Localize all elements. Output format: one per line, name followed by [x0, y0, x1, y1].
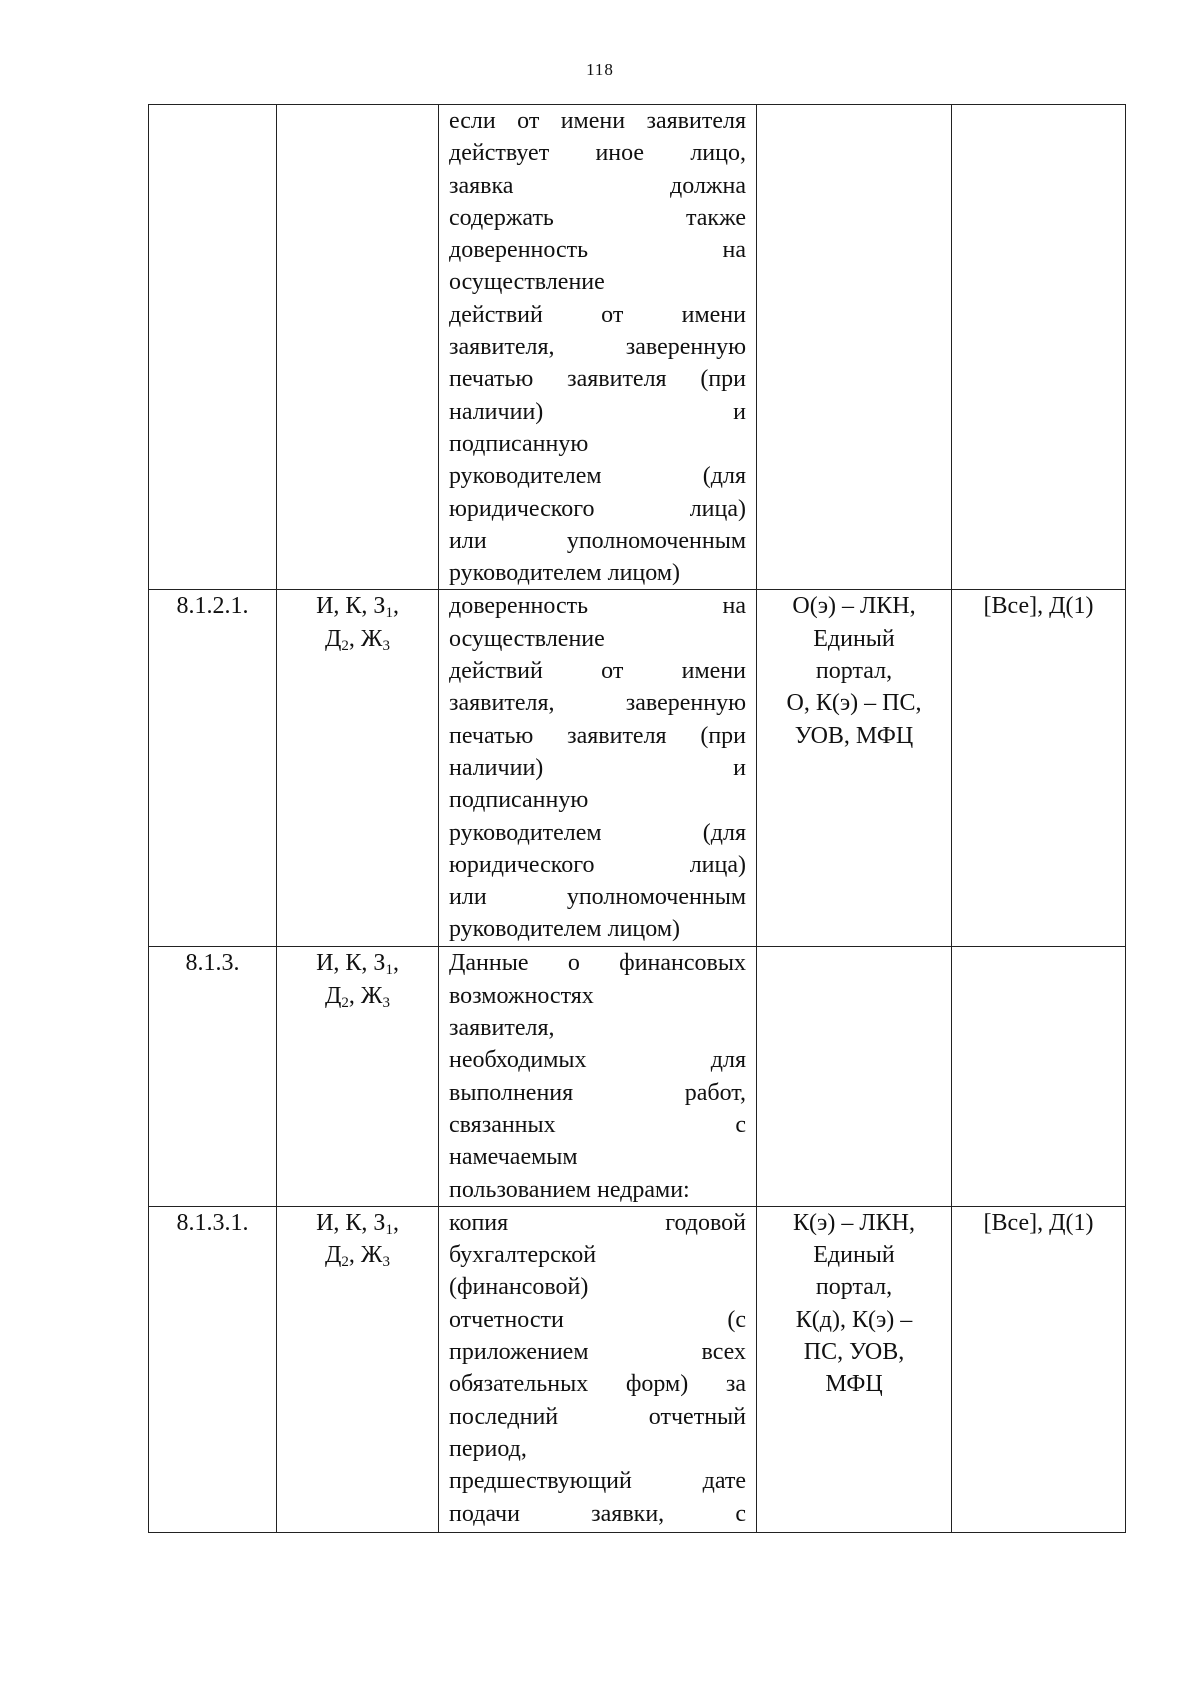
codes-text: И, К, З — [316, 1209, 386, 1236]
codes-text: , — [392, 950, 399, 977]
description-line: руководителем (для — [449, 463, 746, 490]
description-line: действует иное лицо, — [449, 140, 746, 167]
codes-subscript: 2 — [341, 1254, 349, 1271]
description-line: бухгалтерской — [449, 1242, 597, 1269]
applicability-cell — [952, 105, 1126, 590]
description-line: или уполномоченным — [449, 884, 746, 911]
submission-method-line: Единый — [813, 1242, 895, 1269]
description-line: заявителя, заверенную — [449, 690, 746, 717]
description-line: действий от имени — [449, 301, 746, 328]
description-line: подачи заявки, с — [449, 1500, 746, 1527]
description-line: юридического лица) — [449, 495, 746, 522]
codes-text: Д — [325, 625, 342, 652]
description-line: доверенность на — [449, 237, 746, 264]
description-line: юридического лица) — [449, 851, 746, 878]
description-line: печатью заявителя (при — [449, 722, 746, 749]
applicant-codes-cell — [277, 105, 439, 590]
description-line: наличии) и — [449, 398, 746, 425]
applicability-cell — [952, 947, 1126, 1206]
description-line: осуществление — [449, 625, 605, 652]
codes-text: , Ж — [348, 982, 383, 1009]
row-number-cell: 8.1.3.1. — [149, 1206, 277, 1532]
submission-method-line: О(э) – ЛКН, — [792, 593, 916, 620]
codes-text: , — [392, 1209, 399, 1236]
description-line: подписанную — [449, 787, 589, 814]
description-line: или уполномоченным — [449, 527, 746, 554]
row-number-cell: 8.1.2.1. — [149, 590, 277, 947]
description-line: доверенность на — [449, 593, 746, 620]
codes-subscript: 1 — [385, 1221, 393, 1238]
table-row — [149, 947, 1126, 1206]
codes-text: , Ж — [348, 1242, 383, 1269]
description-line: намечаемым — [449, 1144, 578, 1171]
description-line: предшествующий дате — [449, 1468, 746, 1495]
submission-method-cell — [757, 105, 952, 590]
codes-subscript: 3 — [382, 1254, 390, 1271]
description-line: последний отчетный — [449, 1403, 746, 1430]
description-line: печатью заявителя (при — [449, 366, 746, 393]
description-line: пользованием недрами: — [449, 1176, 690, 1203]
description-line: копия годовой — [449, 1209, 746, 1236]
submission-method-cell — [757, 1206, 952, 1532]
table-body — [149, 105, 1126, 1533]
codes-text: Д — [325, 1242, 342, 1269]
description-line: Данные о финансовых — [449, 950, 746, 977]
submission-method-line: О, К(э) – ПС, — [786, 690, 922, 717]
description-line: выполнения работ, — [449, 1079, 746, 1106]
submission-method-line: УОВ, МФЦ — [794, 722, 914, 749]
codes-text: , — [392, 593, 399, 620]
description-line: обязательных форм) за — [449, 1371, 746, 1398]
applicability-cell: [Все], Д(1) — [952, 1206, 1126, 1532]
submission-method-line: К(э) – ЛКН, — [793, 1209, 915, 1236]
codes-subscript: 1 — [385, 962, 393, 979]
submission-method-line: МФЦ — [825, 1371, 883, 1398]
page-number: 118 — [586, 60, 614, 79]
description-line: руководителем (для — [449, 819, 746, 846]
table-row — [149, 1206, 1126, 1532]
description-line: заявка должна — [449, 172, 746, 199]
table-row — [149, 105, 1126, 590]
submission-method-line: портал, — [815, 658, 893, 685]
codes-subscript: 2 — [341, 994, 349, 1011]
description-line: содержать также — [449, 204, 746, 231]
submission-method-line: Единый — [813, 625, 895, 652]
codes-text: И, К, З — [316, 950, 386, 977]
row-number-cell — [149, 105, 277, 590]
submission-method-line: портал, — [815, 1274, 893, 1301]
description-line: (финансовой) — [449, 1274, 589, 1301]
description-line: необходимых для — [449, 1047, 746, 1074]
description-line: период, — [449, 1435, 527, 1462]
description-line: подписанную — [449, 430, 589, 457]
description-line: заявителя, заверенную — [449, 334, 746, 361]
applicant-codes-cell — [277, 947, 439, 1206]
description-line: если от имени заявителя — [449, 108, 746, 134]
codes-text: Д — [325, 982, 342, 1009]
description-line: отчетности (с — [449, 1306, 746, 1333]
codes-text: И, К, З — [316, 593, 386, 620]
submission-method-cell — [757, 947, 952, 1206]
codes-subscript: 2 — [341, 637, 349, 654]
description-line: связанных с — [449, 1111, 746, 1138]
description-line: возможностях — [449, 982, 594, 1009]
applicability-cell: [Все], Д(1) — [952, 590, 1126, 947]
codes-text: , Ж — [348, 625, 383, 652]
description-cell — [439, 105, 757, 590]
codes-subscript: 1 — [385, 605, 393, 622]
description-line: руководителем лицом) — [449, 916, 680, 943]
row-number-cell: 8.1.3. — [149, 947, 277, 1206]
description-cell — [439, 590, 757, 947]
submission-method-line: К(д), К(э) – — [795, 1306, 913, 1333]
description-line: действий от имени — [449, 658, 746, 685]
description-line: наличии) и — [449, 754, 746, 781]
description-line: приложением всех — [449, 1339, 746, 1366]
table-row — [149, 590, 1126, 947]
applicant-codes-cell — [277, 590, 439, 947]
applicant-codes-cell — [277, 1206, 439, 1532]
description-line: заявителя, — [449, 1015, 555, 1042]
requirements-table — [148, 104, 1126, 1533]
codes-subscript: 3 — [382, 637, 390, 654]
description-cell — [439, 947, 757, 1206]
description-line: осуществление — [449, 269, 605, 296]
description-cell — [439, 1206, 757, 1532]
description-line: руководителем лицом) — [449, 560, 680, 587]
submission-method-line: ПС, УОВ, — [803, 1339, 905, 1366]
codes-subscript: 3 — [382, 994, 390, 1011]
submission-method-cell — [757, 590, 952, 947]
